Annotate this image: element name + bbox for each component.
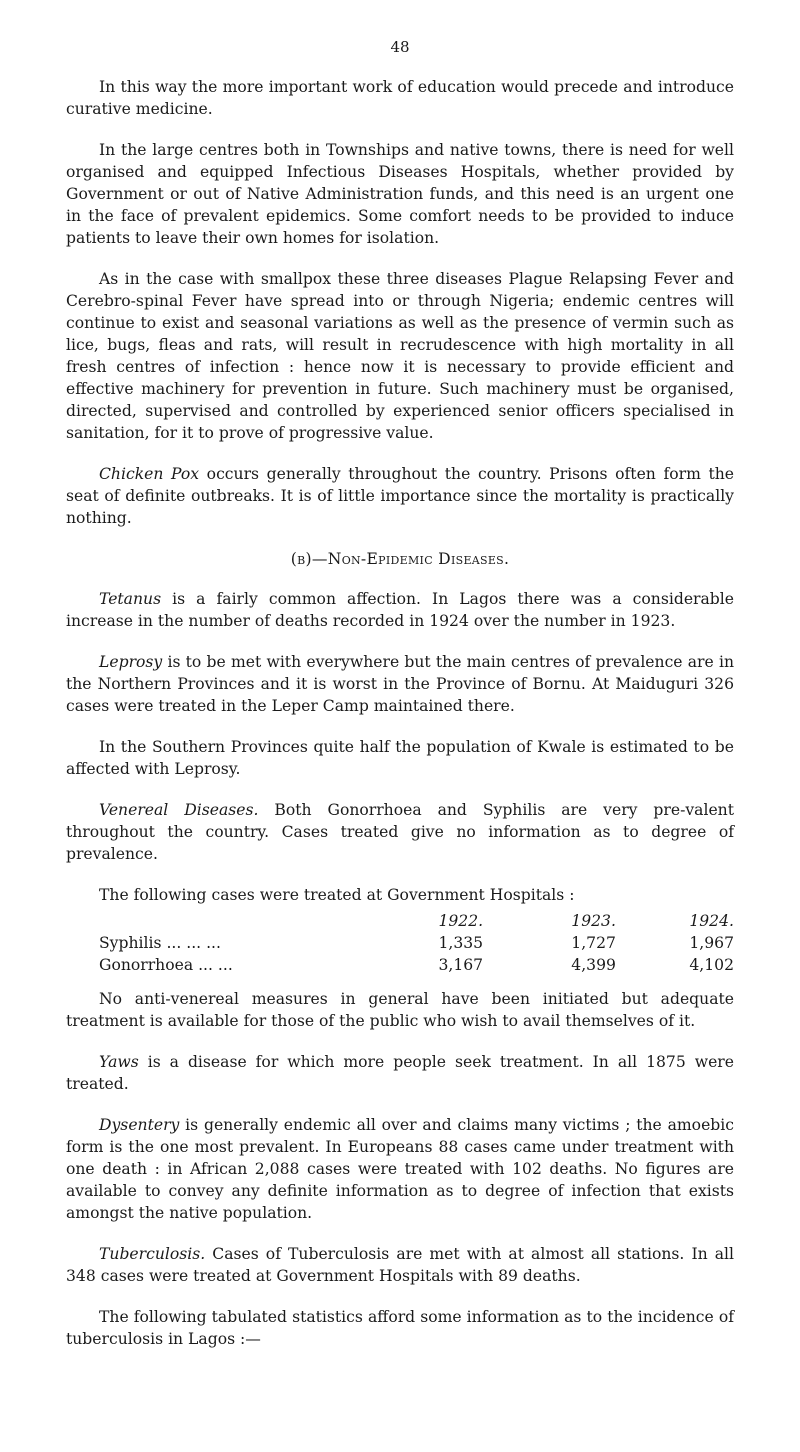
cell-value: 1,335 xyxy=(438,934,484,952)
leprosy-text: is to be met with everywhere but the main centres of prevalence are in the Northern Provinces and it is worst in the Province of Bornu. At Maiduguri 326 cases were treated in the Leper Camp maintained there. xyxy=(66,653,734,715)
paragraph-anti-venereal: No anti-venereal measures in general have been initiated but adequate treatment is available for those of the public who wish to avail themselves of it. xyxy=(66,990,734,1030)
year-header: 1923. xyxy=(571,912,616,930)
cell-value: 1,727 xyxy=(571,934,616,952)
cell-value: 1,967 xyxy=(689,934,734,952)
page-number: 48 xyxy=(390,38,410,56)
yaws-text: is a disease for which more people seek treatment. In all 1875 were treated. xyxy=(66,1053,734,1093)
row-label: Gonorrhoea ... ... xyxy=(99,956,233,974)
tetanus-text: is a fairly common affection. In Lagos there was a considerable increase in the number of deaths recorded in 1924 over the number in 1923. xyxy=(66,590,734,630)
cell-value: 4,399 xyxy=(571,956,616,974)
paragraph-education: In this way the more important work of education would precede and introduce curative medicine. xyxy=(66,78,734,118)
year-header: 1924. xyxy=(689,912,734,930)
venereal-title: Venereal Diseases. xyxy=(99,801,259,819)
table-row xyxy=(66,954,734,976)
table-header-row xyxy=(66,910,734,932)
paragraph-yaws xyxy=(66,1051,734,1095)
venereal-text: Both Gonorrhoea and Syphilis are very pre-valent throughout the country. Cases treated give no information as to degree of prevalence. xyxy=(66,801,734,863)
section-heading-non-epidemic: (b)—Non-Epidemic Diseases. xyxy=(290,550,510,568)
paragraph-dysentery xyxy=(66,1114,734,1224)
paragraph-kwale: In the Southern Provinces quite half the population of Kwale is estimated to be affected with Leprosy. xyxy=(66,738,734,778)
paragraph-epidemic-spread: As in the case with smallpox these three diseases Plague Relapsing Fever and Cerebro-spinal Fever have spread into or through Nigeria; endemic centres will continue to exist and seasonal variations as well as the presence of vermin such as lice, bugs, fleas and rats, will result in recrudescence with high mortality in all fresh centres of infection : hence now it is necessary to provide efficient and effective machinery for prevention in future. Such machinery must be organised, directed, supervised and controlled by experienced senior officers specialised in sanitation, for it to prove of progressive value. xyxy=(66,270,734,442)
paragraph-statistics-intro: The following tabulated statistics afford some information as to the incidence of tuberculosis in Lagos :— xyxy=(66,1308,734,1348)
paragraph-tuberculosis xyxy=(66,1243,734,1287)
dysentery-title: Dysentery xyxy=(99,1116,180,1134)
dysentery-text: is generally endemic all over and claims many victims ; the amoebic form is the one most prevalent. In Europeans 88 cases came under treatment with one death : in African 2,088 cases were treated with 102 deaths. No figures are available to convey any definite information as to degree of infection that exists amongst the native population. xyxy=(66,1116,734,1222)
chicken-pox-text: occurs generally throughout the country. Prisons often form the seat of definite outbreaks. It is of little importance since the mortality is practically nothing. xyxy=(66,465,734,527)
yaws-title: Yaws xyxy=(99,1053,139,1071)
paragraph-venereal xyxy=(66,799,734,865)
paragraph-tetanus xyxy=(66,588,734,632)
table-row xyxy=(66,932,734,954)
cell-value: 3,167 xyxy=(438,956,484,974)
paragraph-infectious-hospitals: In the large centres both in Townships and native towns, there is need for well organised and equipped Infectious Diseases Hospitals, whether provided by Government or out of Native Administration funds, and this need is an urgent one in the face of prevalent epidemics. Some comfort needs to be provided to induce patients to leave their own homes for isolation. xyxy=(66,141,734,247)
table-intro: The following cases were treated at Government Hospitals : xyxy=(99,886,575,904)
year-header: 1922. xyxy=(438,912,484,930)
paragraph-chicken-pox xyxy=(66,463,734,529)
chicken-pox-title: Chicken Pox xyxy=(99,465,200,483)
tetanus-title: Tetanus xyxy=(99,590,162,608)
cell-value: 4,102 xyxy=(689,956,734,974)
leprosy-title: Leprosy xyxy=(99,653,163,671)
row-label: Syphilis ... ... ... xyxy=(99,934,221,952)
paragraph-leprosy xyxy=(66,651,734,717)
venereal-cases-table xyxy=(66,910,734,976)
table-header-empty xyxy=(66,910,406,932)
tuberculosis-title: Tuberculosis. xyxy=(99,1245,206,1263)
tuberculosis-text: Cases of Tuberculosis are met with at almost all stations. In all 348 cases were treated at Government Hospitals with 89 deaths. xyxy=(66,1245,734,1285)
